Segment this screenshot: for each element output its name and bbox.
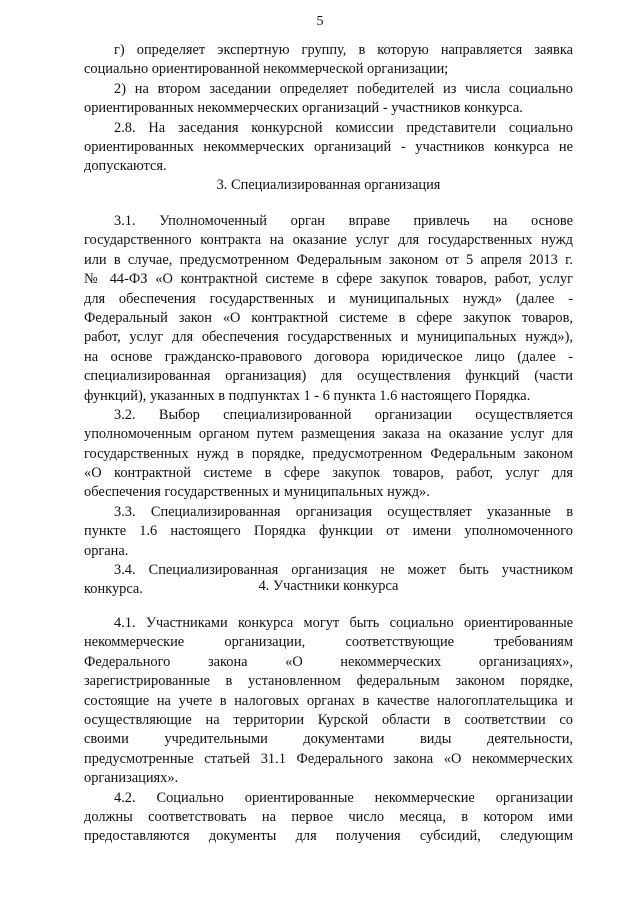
text-line: обеспечения государственных и муниципальных нужд». <box>84 484 430 501</box>
text-line: для обеспечения государственных и муниципальных нужд» (далее - <box>84 290 573 307</box>
text-line: Федеральный закон «О контрактной системе в сфере закупок товаров, <box>84 309 573 326</box>
section-heading-3 <box>84 176 573 195</box>
text-line: осуществляющие на территории Курской области в соответствии со <box>84 711 573 728</box>
section-heading-4 <box>84 577 573 596</box>
text-line: некоммерческие организации, соответствующие требованиям <box>84 634 573 651</box>
text-line: на основе гражданско-правового договора юридическое лицо (далее - <box>84 348 573 365</box>
text-line: 3.1. Уполномоченный орган вправе привлечь на основе <box>114 213 573 229</box>
text-line: органа. <box>84 542 129 559</box>
text-line: «О контрактной системе в сфере закупок товаров, работ, услуг для <box>84 465 573 482</box>
text-line: государственных нужд в порядке, предусмотренном Федеральным законом <box>84 445 573 462</box>
text-line: 3.4. Специализированная организация не может быть участником <box>114 562 573 579</box>
heading-text: 4. Участники конкурса <box>258 578 399 594</box>
paragraph-block-specialized-organization <box>84 212 573 600</box>
text-line: состоящие на учете в налоговых органах в качестве налогоплательщика и <box>84 692 573 709</box>
heading-text: 3. Специализированная организация <box>216 177 441 193</box>
text-line: 3.3. Специализированная организация осуществляет указанные в <box>114 503 573 520</box>
text-line: Федерального закона «О некоммерческих организациях», <box>84 653 573 670</box>
text-line: работ, услуг для обеспечения государственных и муниципальных нужд»), <box>84 329 573 346</box>
text-line: организациях». <box>84 770 179 787</box>
text-line: или в случае, предусмотренном Федеральным законом от 5 апреля 2013 г. <box>84 251 573 268</box>
text-line: социально ориентированной некоммерческой организации; <box>84 61 449 78</box>
text-line: должны соответствовать на первое число месяца, в котором ими <box>84 808 573 825</box>
text-line: ориентированных некоммерческих организаций - участников конкурса не <box>84 138 573 155</box>
text-line: предусмотренные статьей 31.1 Федерального закона «О некоммерческих <box>84 750 573 767</box>
text-line: уполномоченным органом путем размещения заказа на оказание услуг для <box>84 426 573 443</box>
paragraph-block-committee-duties <box>84 41 573 177</box>
text-line: 2.8. На заседания конкурсной комиссии представители социально <box>114 119 573 136</box>
text-line: 4.2. Социально ориентированные некоммерческие организации <box>114 789 573 806</box>
text-line: функций), указанных в подпунктах 1 - 6 пункта 1.6 настоящего Порядка. <box>84 387 531 404</box>
text-line: 2) на втором заседании определяет победителей из числа социально <box>114 80 573 97</box>
text-line: 3.2. Выбор специализированной организации осуществляется <box>114 406 573 423</box>
text-line: г) определяет экспертную группу, в которую направляется заявка <box>114 42 573 58</box>
text-line: предоставляются документы для получения субсидий, следующим <box>84 828 573 845</box>
text-line: специализированная организация) для осуществления функций (части <box>84 368 573 385</box>
text-line: зарегистрированные в установленном федеральным законом порядке, <box>84 673 573 690</box>
text-line: своими учредительными документами виды деятельности, <box>84 731 573 748</box>
text-line: государственного контракта на оказание услуг для государственных нужд <box>84 232 573 249</box>
text-line: № 44-ФЗ «О контрактной системе в сфере закупок товаров, работ, услуг <box>84 271 573 288</box>
text-line: пункте 1.6 настоящего Порядка функции от имени уполномоченного <box>84 523 573 540</box>
paragraph-block-contest-participants <box>84 614 573 847</box>
text-line: ориентированных некоммерческих организаций - участников конкурса. <box>84 100 523 117</box>
page-number: 5 <box>316 14 324 29</box>
text-line: допускаются. <box>84 158 167 175</box>
text-line: конкурса. <box>84 581 143 598</box>
text-line: 4.1. Участниками конкурса могут быть социально ориентированные <box>114 615 573 631</box>
